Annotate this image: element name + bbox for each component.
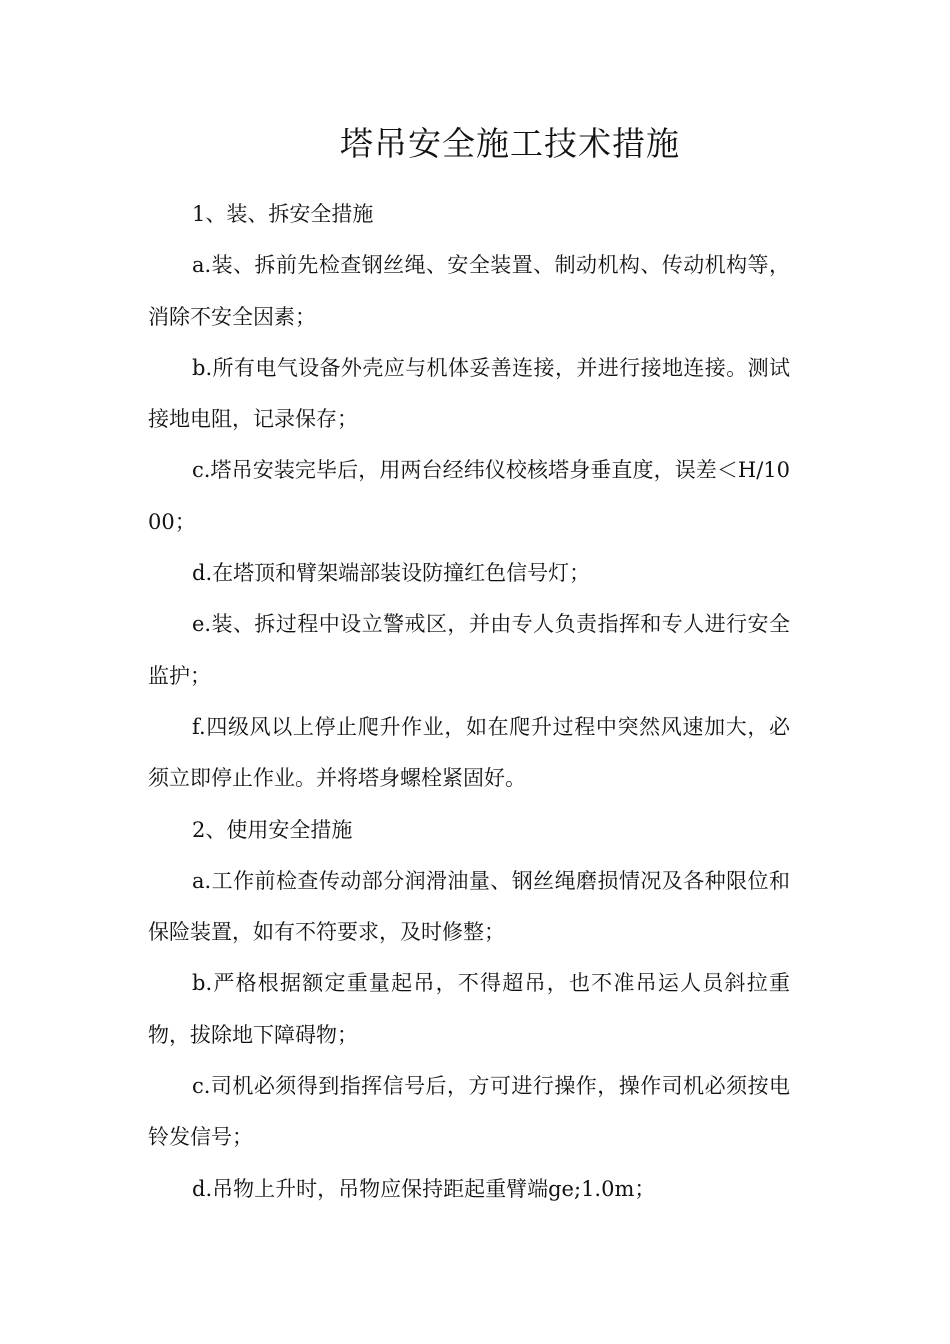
paragraph-2d: d.吊物上升时，吊物应保持距起重臂端ge;1.0m；	[192, 1176, 656, 1201]
document-body	[148, 189, 790, 1215]
paragraph-1b: b.所有电气设备外壳应与机体妥善连接，并进行接地连接。测试接地电阻，记录保存；	[148, 355, 790, 432]
paragraph-1c: c.塔吊安装完毕后，用两台经纬仪校核塔身垂直度，误差＜H/1000；	[148, 458, 790, 534]
paragraph-1e: e.装、拆过程中设立警戒区，并由专人负责指挥和专人进行安全监护；	[148, 612, 790, 688]
paragraph-1a: a.装、拆前先检查钢丝绳、安全装置、制动机构、传动机构等，消除不安全因素；	[148, 253, 790, 329]
paragraph-2c: c.司机必须得到指挥信号后，方可进行操作，操作司机必须按电铃发信号；	[148, 1074, 790, 1150]
paragraph-2b: b.严格根据额定重量起吊，不得超吊，也不准吊运人员斜拉重物，拔除地下障碍物；	[148, 971, 790, 1047]
paragraph-1d: d.在塔顶和臂架端部装设防撞红色信号灯；	[192, 561, 591, 586]
paragraph-2a: a.工作前检查传动部分润滑油量、钢丝绳磨损情况及各种限位和保险装置，如有不符要求，及时修整；	[148, 868, 790, 945]
section-heading-2: 2、使用安全措施	[192, 817, 353, 842]
section-heading-1: 1、装、拆安全措施	[192, 202, 374, 226]
document-title: 塔吊安全施工技术措施	[340, 124, 680, 163]
paragraph-1f: f.四级风以上停止爬升作业，如在爬升过程中突然风速加大，必须立即停止作业。并将塔身螺栓紧固好。	[148, 714, 790, 791]
